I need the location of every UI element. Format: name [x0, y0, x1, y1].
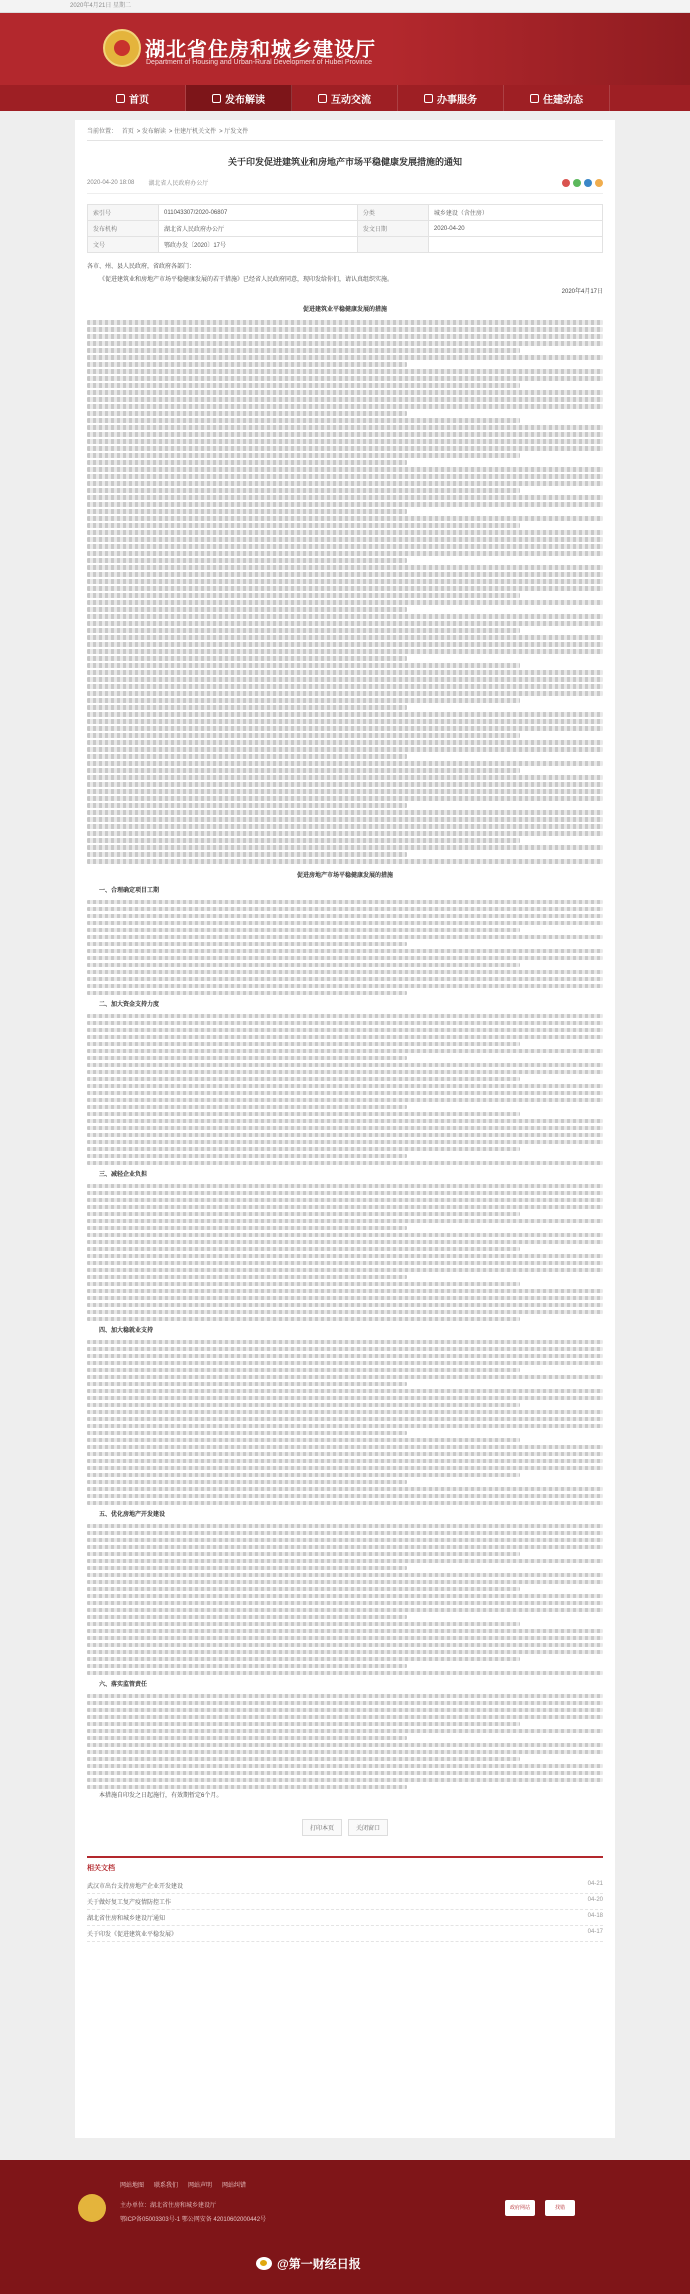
text-line	[87, 1317, 520, 1322]
text-line	[87, 1466, 603, 1471]
footer-link[interactable]: 网站声明	[188, 2183, 213, 2189]
text-line	[87, 1473, 520, 1478]
text-line	[87, 1545, 603, 1550]
text-line	[87, 810, 603, 815]
text-line	[87, 1452, 603, 1457]
text-line	[87, 1750, 603, 1755]
text-line	[87, 1459, 603, 1464]
closing-line: 本措施自印发之日起施行，有效期暂定6个月。	[99, 1792, 223, 1799]
text-line	[87, 586, 603, 591]
text-line	[87, 1098, 603, 1103]
info-value: 011043307/2020-06807	[159, 205, 358, 221]
info-value: 城乡建设（含住房）	[428, 205, 602, 221]
text-line	[87, 467, 603, 472]
related-item[interactable]	[87, 1894, 603, 1910]
related-documents	[87, 1856, 603, 1942]
subsection-heading: 六、落实监管责任	[99, 1682, 148, 1688]
text-line	[87, 663, 520, 668]
footer-emblem-icon	[78, 2194, 106, 2222]
text-line	[87, 845, 603, 850]
subsection-text	[87, 1694, 603, 1790]
text-line	[87, 1112, 520, 1117]
text-line	[87, 991, 407, 996]
text-line	[87, 425, 603, 430]
site-banner	[0, 13, 690, 85]
text-line	[87, 1133, 603, 1138]
text-line	[87, 1594, 603, 1599]
text-line	[87, 1154, 407, 1159]
text-line	[87, 348, 520, 353]
info-key: 发文日期	[357, 221, 428, 237]
qzone-share-icon[interactable]	[584, 179, 592, 187]
text-line	[87, 719, 603, 724]
text-line	[87, 1035, 603, 1040]
info-key: 发布机构	[88, 221, 159, 237]
text-line	[87, 705, 407, 710]
article-meta	[87, 178, 603, 194]
text-line	[87, 1636, 603, 1641]
text-line	[87, 1347, 603, 1352]
text-line	[87, 698, 520, 703]
footer-links	[120, 2180, 246, 2189]
text-line	[87, 1212, 520, 1217]
text-line	[87, 859, 603, 864]
related-title[interactable]: 关于做好复工复产疫情防控工作	[87, 1900, 172, 1906]
text-line	[87, 768, 520, 773]
nav-label: 住建动态	[543, 94, 583, 106]
breadcrumb-prefix: 当前位置：	[87, 129, 118, 135]
text-line	[87, 334, 603, 339]
text-line	[87, 362, 407, 367]
text-line	[87, 320, 603, 325]
national-emblem-icon	[103, 29, 141, 67]
text-line	[87, 1028, 603, 1033]
text-line	[87, 1091, 603, 1096]
gov-site-badge[interactable]: 政府网站	[505, 2200, 535, 2216]
text-line	[87, 614, 603, 619]
text-line	[87, 1431, 407, 1436]
nav-home[interactable]	[80, 85, 186, 111]
text-line	[87, 852, 407, 857]
text-line	[87, 1205, 603, 1210]
subsection-text	[87, 1184, 603, 1322]
text-line	[87, 956, 603, 961]
current-date: 2020年4月21日 星期二	[70, 3, 132, 9]
text-line	[87, 495, 603, 500]
nav-label: 办事服务	[437, 94, 477, 106]
subsection-heading: 四、加大稳就业支持	[99, 1328, 154, 1334]
wechat-share-icon[interactable]	[573, 179, 581, 187]
text-line	[87, 740, 603, 745]
subsection-heading: 五、优化房地产开发建设	[99, 1512, 166, 1518]
text-line	[87, 1354, 603, 1359]
text-line	[87, 1021, 603, 1026]
text-line	[87, 1587, 520, 1592]
text-line	[87, 565, 603, 570]
text-line	[87, 523, 520, 528]
text-line	[87, 1643, 603, 1648]
text-line	[87, 1480, 407, 1485]
footer-link[interactable]: 网站地图	[120, 2183, 145, 2189]
related-date: 04-18	[587, 1913, 603, 1919]
subsection-text	[87, 900, 603, 996]
nav-label: 互动交流	[331, 94, 371, 106]
text-line	[87, 1771, 603, 1776]
text-line	[87, 1303, 603, 1308]
article-container	[75, 120, 615, 2138]
text-line	[87, 1226, 407, 1231]
text-line	[87, 831, 603, 836]
text-line	[87, 1403, 520, 1408]
document-icon	[212, 94, 221, 103]
top-date-bar	[0, 0, 690, 13]
text-line	[87, 649, 603, 654]
text-line	[87, 1743, 603, 1748]
text-line	[87, 621, 603, 626]
text-line	[87, 1531, 603, 1536]
text-line	[87, 796, 603, 801]
nav-news[interactable]	[504, 85, 610, 111]
related-item[interactable]	[87, 1926, 603, 1942]
subsection-heading: 二、加大资金支持力度	[99, 1002, 160, 1008]
text-line	[87, 670, 603, 675]
text-line	[87, 747, 603, 752]
text-line	[87, 1708, 603, 1713]
nav-interaction[interactable]	[292, 85, 398, 111]
text-line	[87, 1650, 603, 1655]
text-line	[87, 397, 603, 402]
section-heading: 促进建筑业平稳健康发展的措施	[302, 306, 387, 313]
text-line	[87, 1296, 603, 1301]
text-line	[87, 928, 520, 933]
text-line	[87, 1715, 603, 1720]
related-title[interactable]: 湖北省住房和城乡建设厅通知	[87, 1916, 166, 1922]
breadcrumb-item[interactable]: 住建厅机关文件	[174, 129, 217, 135]
text-line	[87, 1417, 603, 1422]
text-line	[87, 628, 520, 633]
subsection-heading: 一、合理确定项目工期	[99, 888, 160, 894]
section-one-text	[87, 320, 603, 864]
chat-icon	[318, 94, 327, 103]
info-value: 鄂政办发〔2020〕17号	[159, 237, 358, 253]
text-line	[87, 1219, 603, 1224]
text-line	[87, 1494, 603, 1499]
text-line	[87, 1254, 603, 1259]
nav-services[interactable]	[398, 85, 504, 111]
text-line	[87, 432, 603, 437]
text-line	[87, 453, 520, 458]
article-tools	[87, 1819, 603, 1836]
text-line	[87, 1389, 603, 1394]
info-value: 湖北省人民政府办公厅	[159, 221, 358, 237]
text-line	[87, 1729, 603, 1734]
text-line	[87, 1629, 603, 1634]
report-error-badge[interactable]: 找错	[545, 2200, 575, 2216]
text-line	[87, 684, 603, 689]
text-line	[87, 1757, 520, 1762]
news-icon	[530, 94, 539, 103]
text-line	[87, 677, 603, 682]
text-line	[87, 1410, 603, 1415]
text-line	[87, 733, 520, 738]
text-line	[87, 984, 603, 989]
text-line	[87, 579, 603, 584]
related-item[interactable]	[87, 1878, 603, 1894]
text-line	[87, 1615, 407, 1620]
site-title[interactable]: 湖北省住房和城乡建设厅	[145, 37, 376, 61]
text-line	[87, 1340, 603, 1345]
nav-label: 发布解读	[225, 94, 265, 106]
text-line	[87, 1785, 407, 1790]
text-line	[87, 551, 603, 556]
document-info-table	[87, 204, 603, 253]
nav-publish[interactable]	[186, 85, 292, 111]
footer-link[interactable]: 联系我们	[154, 2183, 179, 2189]
text-line	[87, 1573, 603, 1578]
related-date: 04-20	[587, 1897, 603, 1903]
text-line	[87, 1764, 603, 1769]
text-line	[87, 1198, 603, 1203]
text-line	[87, 1105, 407, 1110]
text-line	[87, 1701, 603, 1706]
text-line	[87, 355, 603, 360]
text-line	[87, 1289, 603, 1294]
text-line	[87, 1147, 520, 1152]
text-line	[87, 838, 520, 843]
text-line	[87, 1552, 520, 1557]
text-line	[87, 460, 407, 465]
text-line	[87, 782, 603, 787]
weibo-share-icon[interactable]	[562, 179, 570, 187]
text-line	[87, 1282, 520, 1287]
text-line	[87, 369, 603, 374]
text-line	[87, 803, 407, 808]
text-line	[87, 376, 603, 381]
intro-paragraph: 《促进建筑业和房地产市场平稳健康发展的若干措施》已经省人民政府同意，现印发给你们，请认真组织实施。	[99, 276, 394, 283]
text-line	[87, 418, 520, 423]
breadcrumb-item[interactable]: 发布解读	[141, 129, 166, 135]
weibo-icon	[256, 2257, 272, 2270]
home-icon	[116, 94, 125, 103]
text-line	[87, 1042, 520, 1047]
text-line	[87, 404, 603, 409]
text-line	[87, 1140, 603, 1145]
text-line	[87, 1361, 603, 1366]
text-line	[87, 942, 407, 947]
text-line	[87, 488, 520, 493]
subsection-text	[87, 1524, 603, 1676]
text-line	[87, 1268, 603, 1273]
text-line	[87, 1778, 603, 1783]
text-line	[87, 691, 603, 696]
text-line	[87, 1736, 407, 1741]
text-line	[87, 439, 603, 444]
text-line	[87, 907, 603, 912]
text-line	[87, 1247, 520, 1252]
text-line	[87, 383, 520, 388]
text-line	[87, 970, 603, 975]
text-line	[87, 1608, 603, 1613]
print-button[interactable]: 打印本页	[302, 1819, 342, 1836]
text-line	[87, 593, 520, 598]
text-line	[87, 1191, 603, 1196]
text-line	[87, 817, 603, 822]
text-line	[87, 600, 603, 605]
watermark	[256, 2255, 361, 2272]
salutation: 各市、州、县人民政府，省政府各部门：	[87, 264, 196, 270]
text-line	[87, 537, 603, 542]
subsection-text	[87, 1014, 603, 1166]
related-title[interactable]: 武汉市出台支持房地产企业开发建设	[87, 1884, 184, 1890]
text-line	[87, 761, 603, 766]
text-line	[87, 900, 603, 905]
text-line	[87, 1261, 603, 1266]
text-line	[87, 530, 603, 535]
text-line	[87, 474, 603, 479]
info-key: 文号	[88, 237, 159, 253]
article-source: 湖北省人民政府办公厅	[148, 181, 209, 187]
text-line	[87, 1161, 603, 1166]
text-line	[87, 481, 603, 486]
text-line	[87, 446, 603, 451]
sign-date: 2020年4月17日	[561, 289, 603, 295]
related-heading: 相关文档	[87, 1865, 115, 1872]
section-heading: 促进房地产市场平稳健康发展的措施	[296, 872, 393, 879]
text-line	[87, 1424, 603, 1429]
subsection-heading: 三、减轻企业负担	[99, 1172, 148, 1178]
publish-date: 2020-04-20 18:08	[87, 179, 135, 186]
related-title[interactable]: 关于印发《促进建筑业平稳发展》	[87, 1932, 178, 1938]
text-line	[87, 1382, 407, 1387]
text-line	[87, 1445, 603, 1450]
text-line	[87, 509, 407, 514]
text-line	[87, 327, 603, 332]
text-line	[87, 712, 603, 717]
text-line	[87, 1375, 603, 1380]
text-line	[87, 635, 603, 640]
related-item[interactable]	[87, 1910, 603, 1926]
text-line	[87, 516, 603, 521]
text-line	[87, 754, 407, 759]
footer-organizer: 主办单位：湖北省住房和城乡建设厅	[120, 2203, 217, 2209]
more-share-icon[interactable]	[595, 179, 603, 187]
text-line	[87, 1566, 407, 1571]
text-line	[87, 1524, 603, 1529]
subsection-text	[87, 1340, 603, 1506]
watermark-text: @第一财经日报	[277, 2257, 361, 2271]
text-line	[87, 1657, 520, 1662]
close-window-button[interactable]: 关闭窗口	[348, 1819, 388, 1836]
text-line	[87, 921, 603, 926]
text-line	[87, 1438, 520, 1443]
text-line	[87, 1126, 603, 1131]
info-value: 2020-04-20	[428, 221, 602, 237]
text-line	[87, 411, 407, 416]
text-line	[87, 935, 603, 940]
text-line	[87, 1501, 603, 1506]
text-line	[87, 1014, 603, 1019]
text-line	[87, 1368, 520, 1373]
text-line	[87, 1694, 603, 1699]
main-nav	[0, 85, 690, 111]
text-line	[87, 1056, 407, 1061]
text-line	[87, 1601, 603, 1606]
text-line	[87, 1622, 520, 1627]
service-icon	[424, 94, 433, 103]
text-line	[87, 1580, 603, 1585]
related-date: 04-17	[587, 1929, 603, 1935]
site-footer	[0, 2160, 690, 2294]
text-line	[87, 341, 603, 346]
text-line	[87, 1396, 603, 1401]
text-line	[87, 1722, 520, 1727]
text-line	[87, 963, 520, 968]
footer-link[interactable]: 网站纠错	[222, 2183, 247, 2189]
text-line	[87, 544, 603, 549]
text-line	[87, 607, 407, 612]
page-title: 关于印发促进建筑业和房地产市场平稳健康发展措施的通知	[227, 157, 462, 167]
text-line	[87, 1275, 407, 1280]
text-line	[87, 789, 603, 794]
text-line	[87, 1538, 603, 1543]
breadcrumb-item[interactable]: 首页	[121, 129, 134, 135]
site-subtitle: Department of Housing and Urban-Rural Development of Hubei Province	[146, 59, 373, 66]
footer-icp: 鄂ICP备05003303号-1 鄂公网安备 42010602000442号	[120, 2217, 267, 2223]
text-line	[87, 1233, 603, 1238]
breadcrumb: 当前位置： 首页 > 发布解读 > 住建厅机关文件 > 厅发文件	[87, 120, 603, 141]
share-bar	[562, 179, 603, 187]
info-key: 索引号	[88, 205, 159, 221]
text-line	[87, 1664, 407, 1669]
article-body	[87, 263, 603, 1801]
text-line	[87, 1184, 603, 1189]
text-line	[87, 1310, 603, 1315]
text-line	[87, 1671, 603, 1676]
info-key: 分类	[357, 205, 428, 221]
text-line	[87, 390, 603, 395]
text-line	[87, 1070, 603, 1075]
text-line	[87, 1559, 603, 1564]
text-line	[87, 949, 603, 954]
text-line	[87, 1049, 603, 1054]
text-line	[87, 656, 407, 661]
text-line	[87, 1487, 603, 1492]
related-date: 04-21	[587, 1881, 603, 1887]
text-line	[87, 977, 603, 982]
text-line	[87, 775, 603, 780]
text-line	[87, 572, 603, 577]
nav-label: 首页	[129, 94, 149, 106]
text-line	[87, 502, 603, 507]
text-line	[87, 1240, 603, 1245]
breadcrumb-item[interactable]: 厅发文件	[224, 129, 249, 135]
text-line	[87, 824, 603, 829]
text-line	[87, 1077, 520, 1082]
text-line	[87, 1084, 603, 1089]
text-line	[87, 726, 603, 731]
text-line	[87, 914, 603, 919]
text-line	[87, 558, 407, 563]
text-line	[87, 1119, 603, 1124]
text-line	[87, 1063, 603, 1068]
text-line	[87, 642, 603, 647]
